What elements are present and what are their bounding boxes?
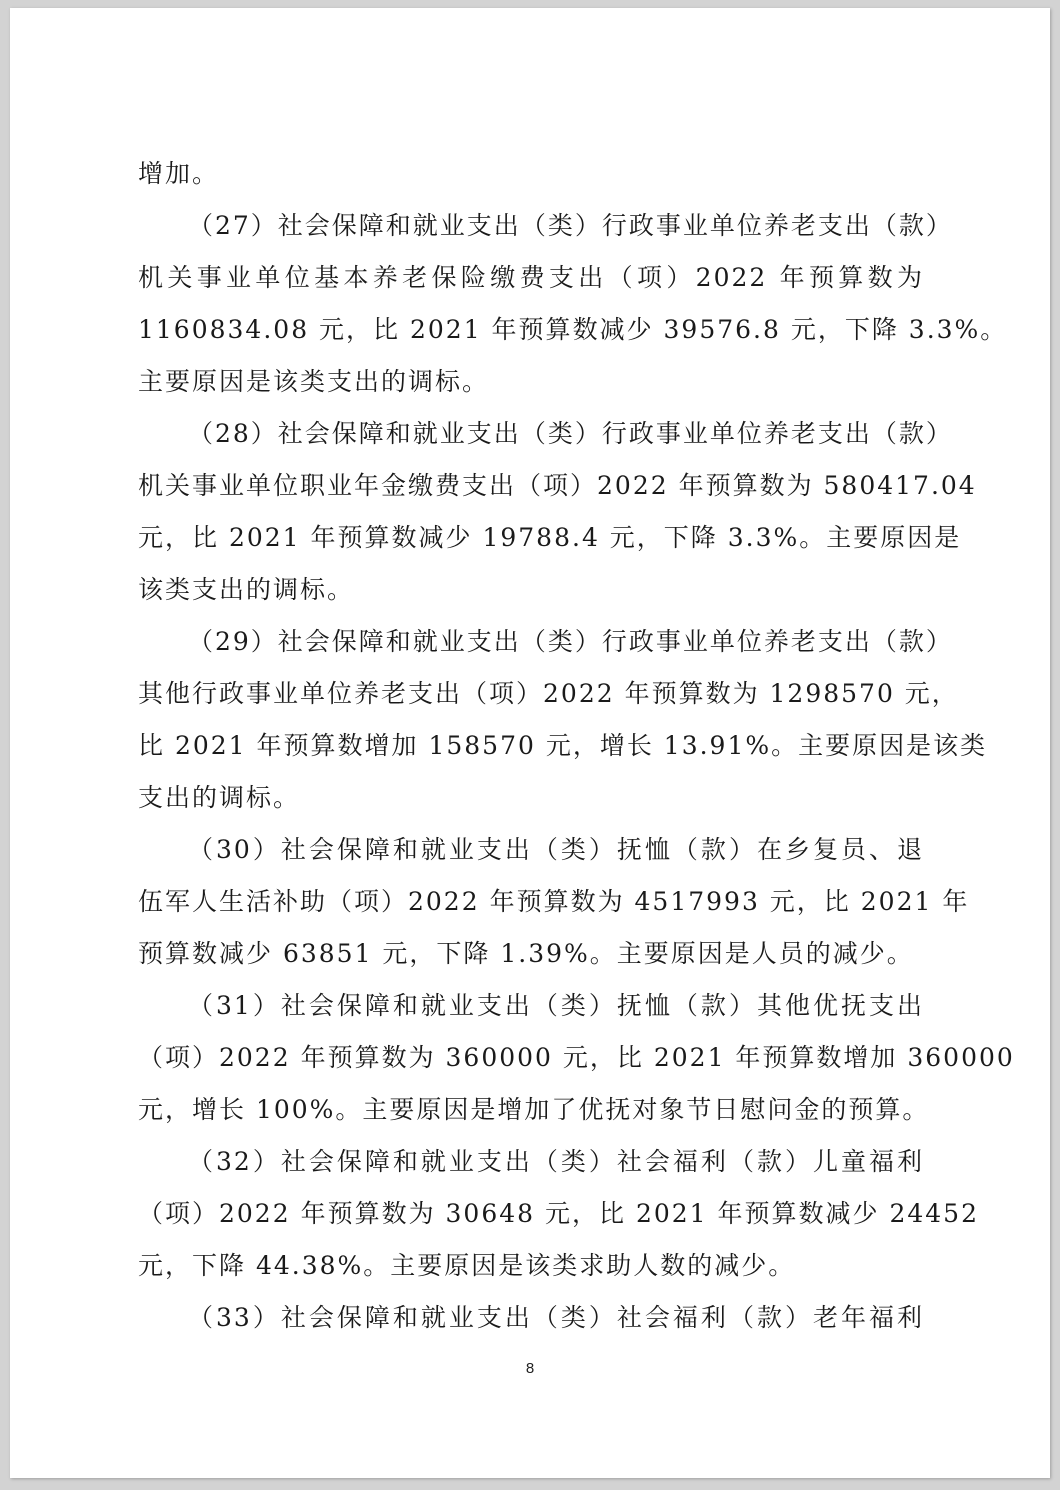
text-line: 元，增长 100%。主要原因是增加了优抚对象节日慰问金的预算。: [138, 1095, 930, 1124]
paragraph-31: [138, 980, 1015, 1136]
paragraph-28: [138, 408, 977, 616]
paragraph-29: [138, 616, 988, 824]
document-body: [138, 148, 1015, 1344]
paragraph-32: [138, 1136, 979, 1292]
text-line: 机关事业单位基本养老保险缴费支出（项）2022 年预算数为: [138, 263, 924, 292]
text-line: 支出的调标。: [138, 783, 301, 812]
text-line: （31）社会保障和就业支出（类）抚恤（款）其他优抚支出: [188, 991, 924, 1020]
text-line: 伍军人生活补助（项）2022 年预算数为 4517993 元，比 2021 年: [138, 887, 970, 916]
text-line: （28）社会保障和就业支出（类）行政事业单位养老支出（款）: [188, 419, 953, 448]
text-line: 增加。: [138, 159, 220, 188]
paragraph-continued: [138, 148, 924, 200]
text-line: 1160834.08 元，比 2021 年预算数减少 39576.8 元，下降 3.3%。: [138, 315, 1008, 344]
text-line: （27）社会保障和就业支出（类）行政事业单位养老支出（款）: [188, 211, 953, 240]
text-line: 元，比 2021 年预算数减少 19788.4 元，下降 3.3%。主要原因是: [138, 523, 962, 552]
page-number: 8: [525, 1360, 535, 1377]
text-line: 元，下降 44.38%。主要原因是该类求助人数的减少。: [138, 1251, 796, 1280]
document-page: [10, 8, 1050, 1478]
text-line: （33）社会保障和就业支出（类）社会福利（款）老年福利: [188, 1303, 924, 1332]
text-line: 机关事业单位职业年金缴费支出（项）2022 年预算数为 580417.04: [138, 471, 977, 500]
text-line: 比 2021 年预算数增加 158570 元，增长 13.91%。主要原因是该类: [138, 731, 988, 760]
text-line: （29）社会保障和就业支出（类）行政事业单位养老支出（款）: [188, 627, 953, 656]
text-line: 主要原因是该类支出的调标。: [138, 367, 490, 396]
text-line: （项）2022 年预算数为 30648 元，比 2021 年预算数减少 24452: [138, 1199, 979, 1228]
text-line: （30）社会保障和就业支出（类）抚恤（款）在乡复员、退: [188, 835, 924, 864]
text-line: 预算数减少 63851 元，下降 1.39%。主要原因是人员的减少。: [138, 939, 914, 968]
text-line: （32）社会保障和就业支出（类）社会福利（款）儿童福利: [188, 1147, 924, 1176]
text-line: （项）2022 年预算数为 360000 元，比 2021 年预算数增加 360000: [138, 1043, 1015, 1072]
paragraph-27: [138, 200, 1008, 408]
text-line: 该类支出的调标。: [138, 575, 355, 604]
text-line: 其他行政事业单位养老支出（项）2022 年预算数为 1298570 元，: [138, 679, 959, 708]
paragraph-30: [138, 824, 970, 980]
paragraph-33: [138, 1292, 924, 1344]
